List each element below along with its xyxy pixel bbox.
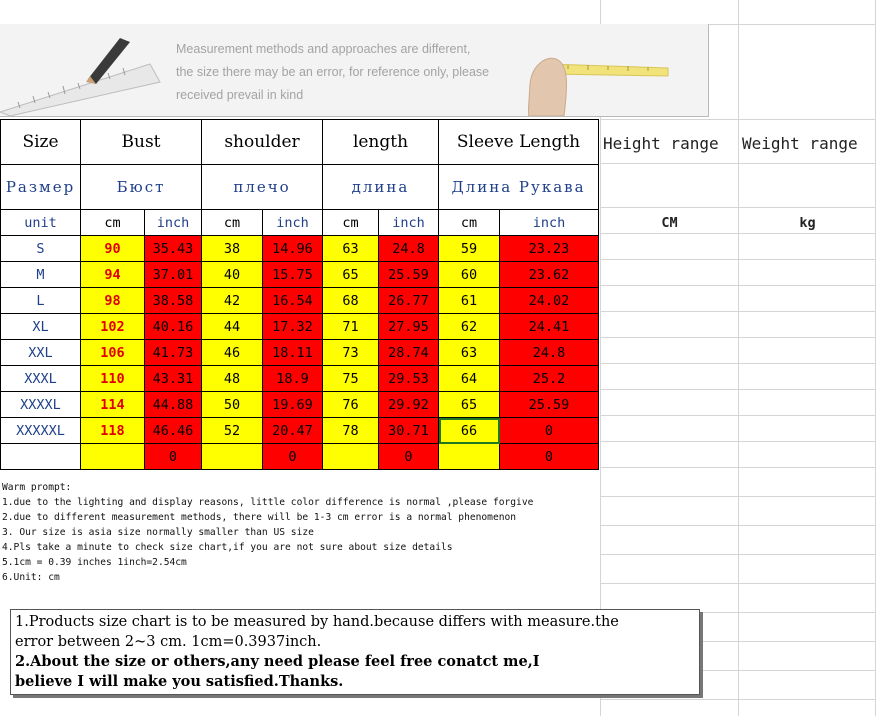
size-label-cell[interactable]: XL	[1, 314, 81, 340]
measurement-cell[interactable]: 71	[323, 314, 379, 340]
measurement-cell[interactable]: 25.2	[500, 366, 599, 392]
measurement-cell[interactable]: 14.96	[263, 236, 323, 262]
measurement-cell[interactable]: 78	[323, 418, 379, 444]
measurement-cell[interactable]: 46.46	[145, 418, 202, 444]
measurement-cell[interactable]: 24.8	[379, 236, 439, 262]
grid-line	[600, 311, 876, 312]
grid-line	[738, 0, 739, 716]
banner-line: the size there may be an error, for reference only, please	[176, 65, 490, 79]
grid-line	[600, 363, 876, 364]
measurement-cell[interactable]: 68	[323, 288, 379, 314]
size-label-cell[interactable]: M	[1, 262, 81, 288]
measurement-cell[interactable]: 40.16	[145, 314, 202, 340]
measurement-cell[interactable]: 19.69	[263, 392, 323, 418]
grid-line	[600, 415, 876, 416]
note-box-line: 2.About the size or others,any need please feel free conatct me,I	[15, 653, 540, 670]
measurement-cell[interactable]	[202, 444, 263, 470]
size-label-cell[interactable]: XXXXL	[1, 392, 81, 418]
grid-line	[600, 337, 876, 338]
height-range-header: Height range	[603, 134, 719, 153]
hand-tape-illustration	[528, 24, 678, 116]
note-box-line: 1.Products size chart is to be measured by hand.because differs with measure.the	[15, 614, 619, 630]
measurement-cell[interactable]: 25.59	[379, 262, 439, 288]
unit-cell: cm	[81, 210, 145, 236]
measurement-cell[interactable]	[323, 444, 379, 470]
measurement-cell[interactable]: 43.31	[145, 366, 202, 392]
measurement-banner	[0, 24, 709, 117]
grid-line	[600, 496, 876, 497]
measurement-cell[interactable]: 48	[202, 366, 263, 392]
table-row	[1, 444, 599, 470]
measurement-cell[interactable]: 65	[439, 392, 500, 418]
grid-line	[600, 207, 876, 208]
measurement-cell[interactable]: 35.43	[145, 236, 202, 262]
measurement-cell[interactable]: 76	[323, 392, 379, 418]
size-label-cell[interactable]	[1, 444, 81, 470]
banner-line: received prevail in kind	[176, 88, 304, 102]
measurement-cell[interactable]: 102	[81, 314, 145, 340]
ruler-pencil-illustration	[0, 24, 170, 116]
measurement-cell[interactable]: 0	[145, 444, 202, 470]
measurement-cell[interactable]: 26.77	[379, 288, 439, 314]
measurement-cell[interactable]: 24.8	[500, 340, 599, 366]
size-label-cell[interactable]: XXXXXL	[1, 418, 81, 444]
measurement-cell[interactable]: 41.73	[145, 340, 202, 366]
measurement-cell[interactable]: 63	[439, 340, 500, 366]
measurement-cell[interactable]: 118	[81, 418, 145, 444]
measurement-cell[interactable]: 40	[202, 262, 263, 288]
size-label-cell[interactable]: XXXL	[1, 366, 81, 392]
measurement-cell[interactable]: 75	[323, 366, 379, 392]
table-row	[1, 366, 599, 392]
measurement-cell[interactable]: 73	[323, 340, 379, 366]
measurement-cell[interactable]: 18.9	[263, 366, 323, 392]
measurement-cell[interactable]: 28.74	[379, 340, 439, 366]
measurement-cell[interactable]: 106	[81, 340, 145, 366]
size-label-cell[interactable]: L	[1, 288, 81, 314]
banner-text	[176, 38, 489, 107]
unit-cell: inch	[379, 210, 439, 236]
table-row	[1, 288, 599, 314]
banner-line: Measurement methods and approaches are different,	[176, 42, 471, 56]
measurement-cell[interactable]: 20.47	[263, 418, 323, 444]
measurement-cell[interactable]: 24.02	[500, 288, 599, 314]
header-length-ru: длина	[323, 165, 439, 210]
measurement-cell[interactable]: 110	[81, 366, 145, 392]
measurement-cell[interactable]: 25.59	[500, 392, 599, 418]
size-rows	[1, 236, 599, 470]
unit-cell: cm	[439, 210, 500, 236]
measurement-cell[interactable]: 27.95	[379, 314, 439, 340]
measurement-cell[interactable]: 46	[202, 340, 263, 366]
size-table	[0, 119, 599, 470]
measurement-note-box	[10, 609, 700, 695]
unit-cell: inch	[500, 210, 599, 236]
measurement-cell[interactable]: 38.58	[145, 288, 202, 314]
grid-line	[600, 583, 876, 584]
grid-line	[600, 441, 876, 442]
measurement-cell[interactable]: 94	[81, 262, 145, 288]
grid-line	[600, 699, 876, 700]
table-row	[1, 314, 599, 340]
grid-line	[600, 554, 876, 555]
header-bust: Bust	[81, 120, 202, 165]
table-row	[1, 392, 599, 418]
measurement-cell[interactable]: 0	[500, 444, 599, 470]
measurement-cell[interactable]: 24.41	[500, 314, 599, 340]
measurement-cell[interactable]: 44.88	[145, 392, 202, 418]
note-line: 1.due to the lighting and display reasons, little color difference is normal ,please forgive	[2, 497, 534, 508]
grid-line	[600, 467, 876, 468]
note-line: 3. Our size is asia size normally smaller than US size	[2, 527, 314, 538]
measurement-cell[interactable]: 114	[81, 392, 145, 418]
unit-cell: inch	[145, 210, 202, 236]
header-sleeve-length-ru: Длина Рукава	[439, 165, 599, 210]
measurement-cell[interactable]: 18.11	[263, 340, 323, 366]
measurement-cell[interactable]: 42	[202, 288, 263, 314]
measurement-cell[interactable]: 29.53	[379, 366, 439, 392]
note-line: 6.Unit: cm	[2, 572, 60, 583]
measurement-cell[interactable]: 64	[439, 366, 500, 392]
unit-label: unit	[1, 210, 81, 236]
weight-range-header: Weight range	[742, 134, 858, 153]
header-row-english	[1, 120, 599, 165]
measurement-cell[interactable]: 66	[439, 418, 500, 444]
measurement-cell[interactable]: 59	[439, 236, 500, 262]
measurement-cell[interactable]: 30.71	[379, 418, 439, 444]
header-shoulder-ru: плечо	[202, 165, 323, 210]
size-label-cell[interactable]: XXL	[1, 340, 81, 366]
measurement-cell[interactable]: 16.54	[263, 288, 323, 314]
grid-line	[600, 285, 876, 286]
header-length: length	[323, 120, 439, 165]
note-line: Warm prompt:	[2, 482, 72, 493]
warm-prompt-notes	[2, 480, 533, 585]
measurement-cell[interactable]: 63	[323, 236, 379, 262]
measurement-cell[interactable]: 50	[202, 392, 263, 418]
header-shoulder: shoulder	[202, 120, 323, 165]
header-sleeve-length: Sleeve Length	[439, 120, 599, 165]
unit-cell: cm	[202, 210, 263, 236]
table-row	[1, 418, 599, 444]
note-line: 4.Pls take a minute to check size chart,if you are not sure about size details	[2, 542, 453, 553]
measurement-cell[interactable]	[81, 444, 145, 470]
measurement-cell[interactable]: 44	[202, 314, 263, 340]
measurement-cell[interactable]: 0	[379, 444, 439, 470]
measurement-cell[interactable]: 23.23	[500, 236, 599, 262]
measurement-cell[interactable]: 90	[81, 236, 145, 262]
measurement-cell[interactable]: 29.92	[379, 392, 439, 418]
header-size-ru: Размер	[1, 165, 81, 210]
measurement-cell[interactable]: 17.32	[263, 314, 323, 340]
measurement-cell[interactable]: 38	[202, 236, 263, 262]
header-size: Size	[1, 120, 81, 165]
table-row	[1, 262, 599, 288]
unit-cell: inch	[263, 210, 323, 236]
measurement-cell[interactable]: 98	[81, 288, 145, 314]
measurement-cell[interactable]: 52	[202, 418, 263, 444]
measurement-cell[interactable]	[439, 444, 500, 470]
measurement-cell[interactable]: 37.01	[145, 262, 202, 288]
measurement-cell[interactable]: 61	[439, 288, 500, 314]
measurement-cell[interactable]: 0	[500, 418, 599, 444]
measurement-cell[interactable]: 23.62	[500, 262, 599, 288]
note-box-line: believe I will make you satisfied.Thanks.	[15, 673, 344, 690]
measurement-cell[interactable]: 0	[263, 444, 323, 470]
note-line: 5.1cm = 0.39 inches 1inch=2.54cm	[2, 557, 187, 568]
header-bust-ru: Бюст	[81, 165, 202, 210]
table-row	[1, 340, 599, 366]
grid-line	[600, 259, 876, 260]
size-label-cell[interactable]: S	[1, 236, 81, 262]
weight-unit: kg	[799, 215, 816, 231]
unit-row	[1, 210, 599, 236]
note-box-line: error between 2~3 cm. 1cm=0.3937inch.	[15, 634, 322, 650]
header-row-russian	[1, 165, 599, 210]
height-unit: CM	[661, 215, 678, 231]
table-row	[1, 236, 599, 262]
grid-line	[600, 525, 876, 526]
measurement-cell[interactable]: 15.75	[263, 262, 323, 288]
unit-cell: cm	[323, 210, 379, 236]
note-line: 2.due to different measurement methods, there will be 1-3 cm error is a normal phenomenon	[2, 512, 517, 523]
measurement-cell[interactable]: 60	[439, 262, 500, 288]
measurement-cell[interactable]: 65	[323, 262, 379, 288]
measurement-cell[interactable]: 62	[439, 314, 500, 340]
grid-line	[600, 389, 876, 390]
